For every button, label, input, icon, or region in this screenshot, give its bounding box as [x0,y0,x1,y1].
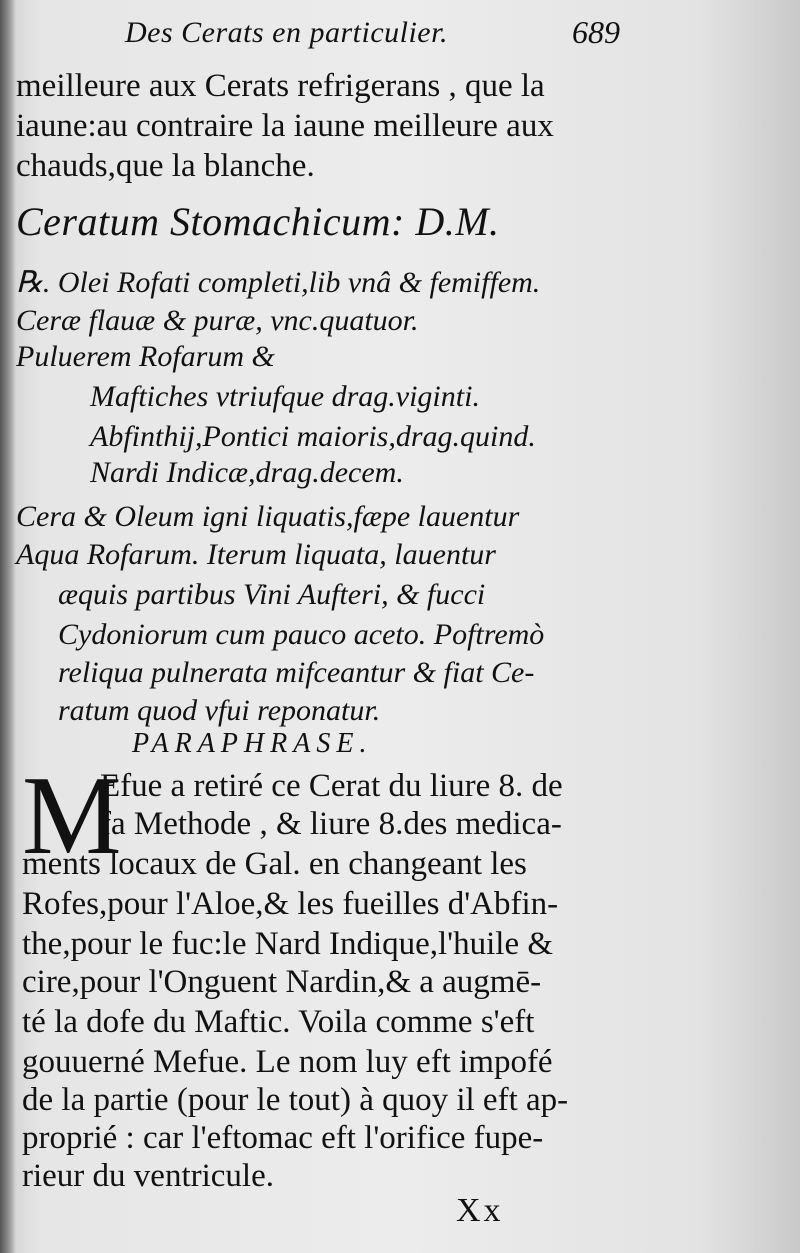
paraphrase-line: rieur du ventricule. [22,1158,274,1194]
recipe-line: reliqua pulnerata mifceantur & fiat Ce- [58,656,535,689]
intro-line: iaune:au contraire la iaune meilleure aux [16,108,554,144]
intro-line: meilleure aux Cerats refrigerans , que la [16,68,545,104]
paraphrase-line: de la partie (pour le tout) à quoy il eft ap- [22,1082,569,1118]
recipe-line: Maftiches vtriufque drag.viginti. [90,380,480,413]
recipe-line: Cydoniorum cum pauco aceto. Poftremò [58,618,545,651]
paraphrase-line: fa Methode , & liure 8.des medica- [100,806,562,842]
recipe-line: Nardi Indicæ,drag.decem. [90,456,404,489]
page-gutter-shadow [0,0,16,1253]
paraphrase-heading: PARAPHRASE. [132,728,373,759]
recipe-line: ratum quod vfui reponatur. [58,694,381,727]
recipe-line: Cera & Oleum igni liquatis,fæpe lauentur [16,500,520,533]
running-head: Des Cerats en particulier. [125,16,448,49]
recipe-line: æquis partibus Vini Aufteri, & fucci [58,578,486,611]
drop-cap: M [22,754,122,878]
recipe-line: ℞. Olei Rofati completi,lib vnâ & femiffem. [16,266,541,299]
paraphrase-line: té la dofe du Maftic. Voila comme s'eft [22,1004,535,1040]
paraphrase-line: Efue a retiré ce Cerat du liure 8. de [100,768,563,804]
page-number: 689 [572,14,620,50]
paraphrase-line: proprié : car l'eftomac eft l'orifice fupe- [22,1120,544,1156]
recipe-line: Aqua Rofarum. Iterum liquata, lauentur [16,538,496,571]
paraphrase-line: ments locaux de Gal. en changeant les [22,846,527,882]
paraphrase-line: Rofes,pour l'Aloe,& les fueilles d'Abfin- [22,886,559,922]
intro-line: chauds,que la blanche. [16,148,315,184]
recipe-title: Ceratum Stomachicum: D.M. [16,199,500,244]
paraphrase-line: gouuerné Mefue. Le nom luy eft impofé [22,1044,553,1080]
recipe-line: Abfinthij,Pontici maioris,drag.quind. [90,420,536,453]
recipe-line: Puluerem Rofarum & [16,340,275,373]
recipe-line: Ceræ flauæ & puræ, vnc.quatuor. [16,304,419,337]
signature-mark: Xx [456,1192,504,1229]
paraphrase-line: the,pour le fuc:le Nard Indique,l'huile & [22,926,554,962]
paraphrase-line: cire,pour l'Onguent Nardin,& a augmē- [22,964,542,1000]
